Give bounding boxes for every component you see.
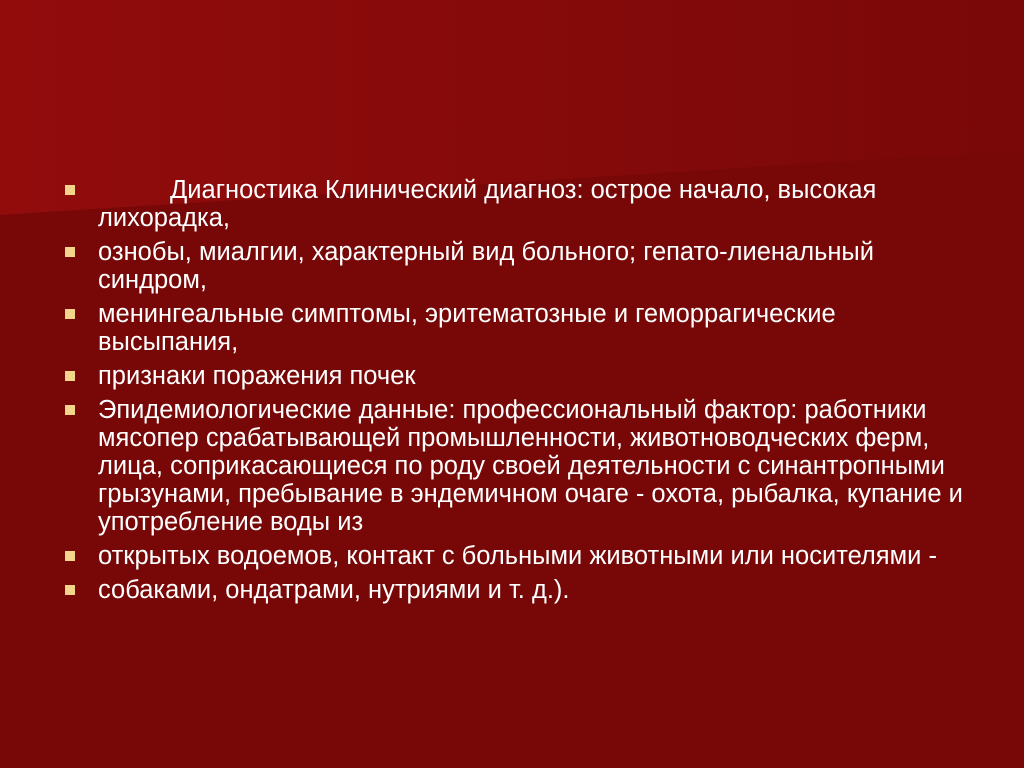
list-item-text: ознобы, миалгии, характерный вид больного; гепато-лиенальный синдром,: [98, 238, 875, 294]
list-item: [58, 396, 978, 536]
square-bullet-icon: [65, 551, 75, 561]
square-bullet-icon: [65, 309, 75, 319]
square-bullet-icon: [65, 247, 75, 257]
list-item: [58, 238, 978, 294]
square-bullet-icon: [65, 371, 75, 381]
square-bullet-icon: [65, 405, 75, 415]
list-item-text: открытых водоемов, контакт с больными животными или носителями -: [98, 542, 937, 570]
list-item: [58, 176, 978, 232]
list-item: [58, 362, 978, 390]
list-item-text: Эпидемиологические данные: профессиональный фактор: работники мясопер срабатывающей промышленности, животноводческих ферм, лица, соприкасающиеся по роду своей деятельности с синантропными грызунами, пребывание в эндемичном очаге - охота, рыбалка, купание и употребление воды из: [98, 396, 963, 536]
list-item-text: признаки поражения почек: [98, 362, 416, 390]
square-bullet-icon: [65, 585, 75, 595]
list-item-text: Диагностика Клинический диагноз: острое начало, высокая лихорадка,: [98, 176, 877, 232]
list-item: [58, 300, 978, 356]
slide-body: [58, 176, 978, 610]
list-item: [58, 542, 978, 570]
square-bullet-icon: [65, 185, 75, 195]
list-item-text: собаками, ондатрами, нутриями и т. д.).: [98, 576, 570, 604]
list-item: [58, 576, 978, 604]
list-item-text: менингеальные симптомы, эритематозные и геморрагические высыпания,: [98, 300, 836, 356]
bullet-list: [58, 176, 978, 604]
